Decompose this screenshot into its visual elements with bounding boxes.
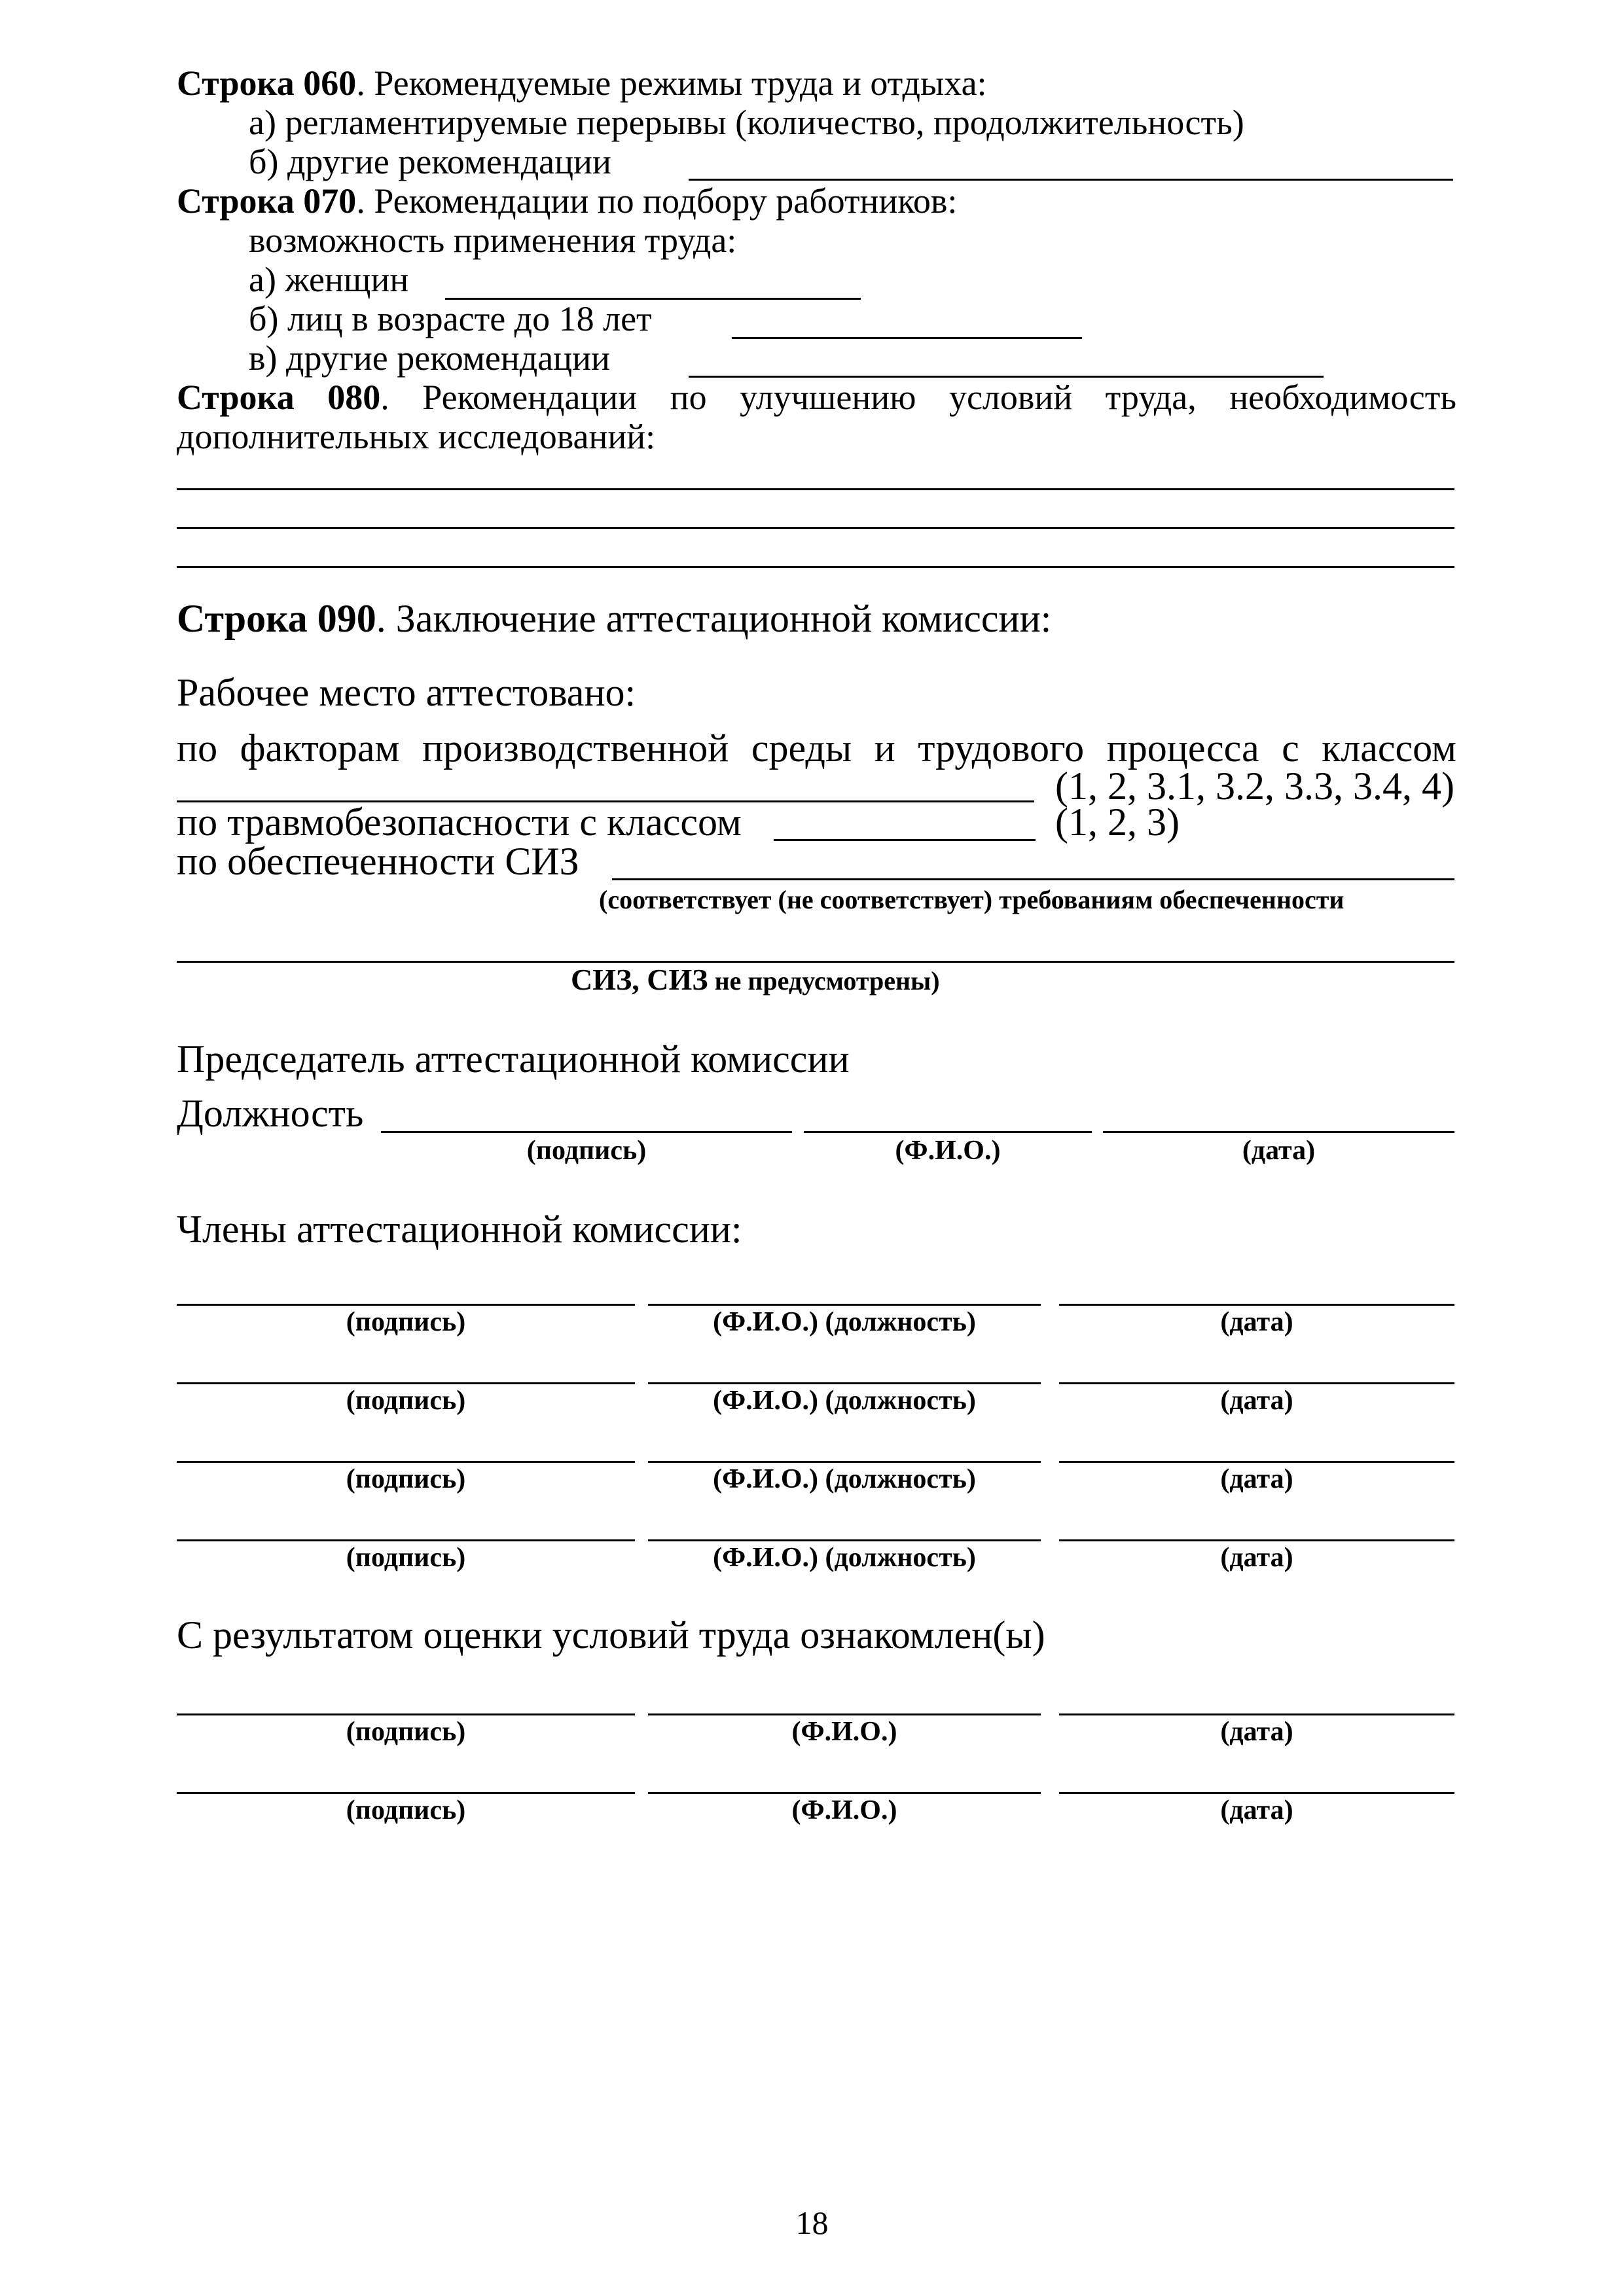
chairman-name-caption: (Ф.И.О.) (895, 1136, 1001, 1166)
acquainted-date-field[interactable] (1059, 1713, 1454, 1715)
row-060-item-a: а) регламентируемые перерывы (количество, продолжительность) (249, 103, 1244, 142)
chairman-date-caption: (дата) (1242, 1136, 1316, 1166)
member-date-caption: (дата) (1220, 1386, 1293, 1416)
ppe-caption-1: (соответствует (не соответствует) требованиям обеспеченности (599, 885, 1344, 914)
chairman-position-label: Должность (177, 1092, 364, 1135)
chairman-signature-field[interactable] (381, 1131, 792, 1133)
member-name-caption: (Ф.И.О.) (должность) (713, 1307, 976, 1337)
row-070 (177, 181, 957, 221)
certified-factors-classes: (1, 2, 3.1, 3.2, 3.3, 3.4, 4) (1055, 764, 1454, 808)
row-060-item-b: б) другие рекомендации (249, 142, 611, 181)
row-080-line-2[interactable] (177, 527, 1454, 529)
acquainted-name-field[interactable] (648, 1792, 1041, 1794)
acquainted-signature-caption: (подпись) (346, 1717, 466, 1747)
row-090-label: Строка 090 (177, 597, 376, 640)
ppe-field[interactable] (612, 878, 1454, 880)
row-070-subtitle: возможность применения труда: (249, 221, 737, 260)
acquainted-name-field[interactable] (648, 1713, 1041, 1715)
row-090-text: . Заключение аттестационной комиссии: (376, 597, 1052, 640)
member-date-field[interactable] (1059, 1382, 1454, 1384)
page-number: 18 (795, 2204, 829, 2241)
member-date-field[interactable] (1059, 1461, 1454, 1463)
row-080-text2: дополнительных исследований: (177, 417, 656, 456)
row-070-item-c: в) другие рекомендации (249, 338, 610, 378)
member-signature-caption: (подпись) (346, 1307, 466, 1337)
members-title: Члены аттестационной комиссии: (177, 1208, 742, 1251)
member-signature-field[interactable] (177, 1539, 635, 1541)
chairman-date-field[interactable] (1103, 1131, 1454, 1133)
member-name-field[interactable] (648, 1304, 1041, 1306)
row-080 (177, 378, 1456, 417)
member-date-caption: (дата) (1220, 1543, 1293, 1573)
ppe-caption-2a: СИЗ, СИЗ (571, 963, 708, 996)
member-signature-caption: (подпись) (346, 1543, 466, 1573)
row-060-label: Строка 060 (177, 63, 357, 103)
chairman-name-field[interactable] (804, 1131, 1092, 1133)
member-name-field[interactable] (648, 1382, 1041, 1384)
row-090 (177, 597, 1051, 640)
row-070-minors-field[interactable] (732, 337, 1082, 339)
member-name-caption: (Ф.И.О.) (должность) (713, 1543, 976, 1573)
member-date-caption: (дата) (1220, 1464, 1293, 1494)
row-070-item-b: б) лиц в возрасте до 18 лет (249, 299, 652, 338)
member-signature-field[interactable] (177, 1382, 635, 1384)
injury-class-field[interactable] (774, 839, 1036, 841)
acquainted-date-caption: (дата) (1220, 1717, 1293, 1747)
acquainted-title: С результатом оценки условий труда ознакомлен(ы) (177, 1613, 1045, 1657)
ppe-caption-2b: не предусмотрены) (714, 966, 940, 996)
member-date-caption: (дата) (1220, 1307, 1293, 1337)
row-060 (177, 63, 987, 103)
row-060-text: . Рекомендуемые режимы труда и отдыха: (356, 63, 987, 103)
acquainted-signature-field[interactable] (177, 1792, 635, 1794)
row-080-line-3[interactable] (177, 566, 1454, 568)
acquainted-date-field[interactable] (1059, 1792, 1454, 1794)
certified-heading: Рабочее место аттестовано: (177, 671, 636, 714)
member-name-field[interactable] (648, 1539, 1041, 1541)
member-signature-field[interactable] (177, 1304, 635, 1306)
row-060-item-b-field[interactable] (689, 179, 1453, 181)
member-name-caption: (Ф.И.О.) (должность) (713, 1386, 976, 1416)
chairman-title: Председатель аттестационной комиссии (177, 1037, 850, 1081)
member-name-field[interactable] (648, 1461, 1041, 1463)
row-070-text: . Рекомендации по подбору работников: (356, 181, 958, 221)
acquainted-signature-field[interactable] (177, 1713, 635, 1715)
member-date-field[interactable] (1059, 1304, 1454, 1306)
acquainted-name-caption: (Ф.И.О.) (791, 1717, 897, 1747)
ppe-field-2[interactable] (177, 961, 1454, 963)
row-080-text: . Рекомендации по улучшению условий труда, необходимость (380, 378, 1456, 417)
ppe-caption-2 (571, 965, 940, 996)
acquainted-signature-caption: (подпись) (346, 1795, 466, 1825)
member-signature-caption: (подпись) (346, 1386, 466, 1416)
member-name-caption: (Ф.И.О.) (должность) (713, 1464, 976, 1494)
acquainted-name-caption: (Ф.И.О.) (791, 1795, 897, 1825)
certified-injury-text: по травмобезопасности с классом (177, 800, 742, 844)
member-signature-field[interactable] (177, 1461, 635, 1463)
row-070-label: Строка 070 (177, 181, 357, 221)
member-date-field[interactable] (1059, 1539, 1454, 1541)
certified-injury-classes: (1, 2, 3) (1055, 800, 1180, 844)
certified-ppe-text: по обеспеченности СИЗ (177, 840, 579, 883)
acquainted-date-caption: (дата) (1220, 1795, 1293, 1825)
row-080-line-1[interactable] (177, 488, 1454, 490)
certified-factors-text: по факторам производственной среды и трудового процесса с классом (177, 726, 1456, 770)
chairman-signature-caption: (подпись) (526, 1136, 647, 1166)
row-080-label: Строка 080 (177, 378, 381, 417)
row-070-item-a: а) женщин (249, 260, 409, 299)
member-signature-caption: (подпись) (346, 1464, 466, 1494)
